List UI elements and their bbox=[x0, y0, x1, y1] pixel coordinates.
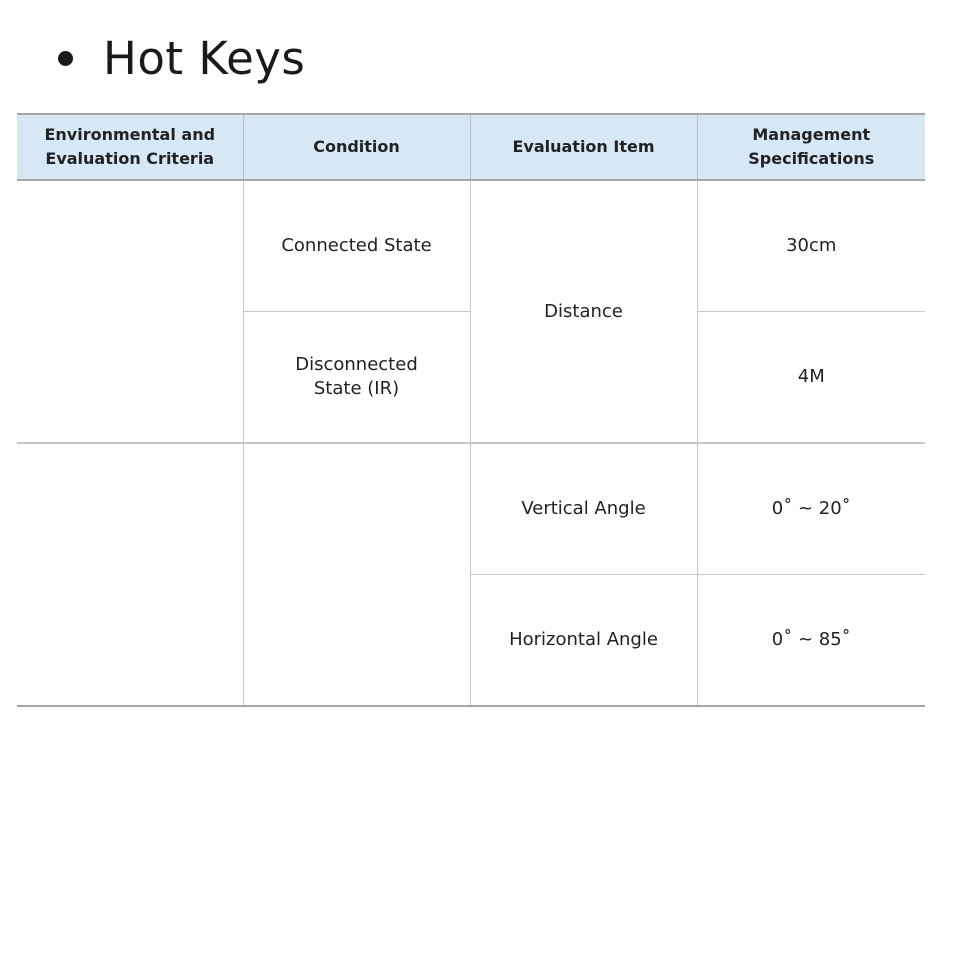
condition-cell: Connected State bbox=[243, 180, 470, 312]
header-criteria: Environmental and Evaluation Criteria bbox=[17, 114, 243, 180]
criteria-cell bbox=[17, 443, 243, 706]
criteria-cell bbox=[17, 180, 243, 443]
spec-table bbox=[17, 113, 925, 707]
spec-cell: 0˚ ~ 85˚ bbox=[697, 575, 925, 707]
table-row bbox=[17, 180, 925, 312]
condition-cell: Disconnected State (IR) bbox=[243, 312, 470, 444]
section-heading bbox=[58, 28, 305, 88]
evaluation-item-cell: Horizontal Angle bbox=[470, 575, 697, 707]
bullet-dot-icon bbox=[58, 51, 73, 66]
page-title: Hot Keys bbox=[103, 31, 306, 85]
table-row bbox=[17, 443, 925, 575]
header-condition: Condition bbox=[243, 114, 470, 180]
header-evaluation-item: Evaluation Item bbox=[470, 114, 697, 180]
evaluation-item-cell: Distance bbox=[470, 180, 697, 443]
condition-cell bbox=[243, 443, 470, 706]
spec-cell: 4M bbox=[697, 312, 925, 444]
evaluation-item-cell: Vertical Angle bbox=[470, 443, 697, 575]
spec-cell: 0˚ ~ 20˚ bbox=[697, 443, 925, 575]
spec-cell: 30cm bbox=[697, 180, 925, 312]
header-management-specifications: Management Specifications bbox=[697, 114, 925, 180]
table-header-row bbox=[17, 114, 925, 180]
